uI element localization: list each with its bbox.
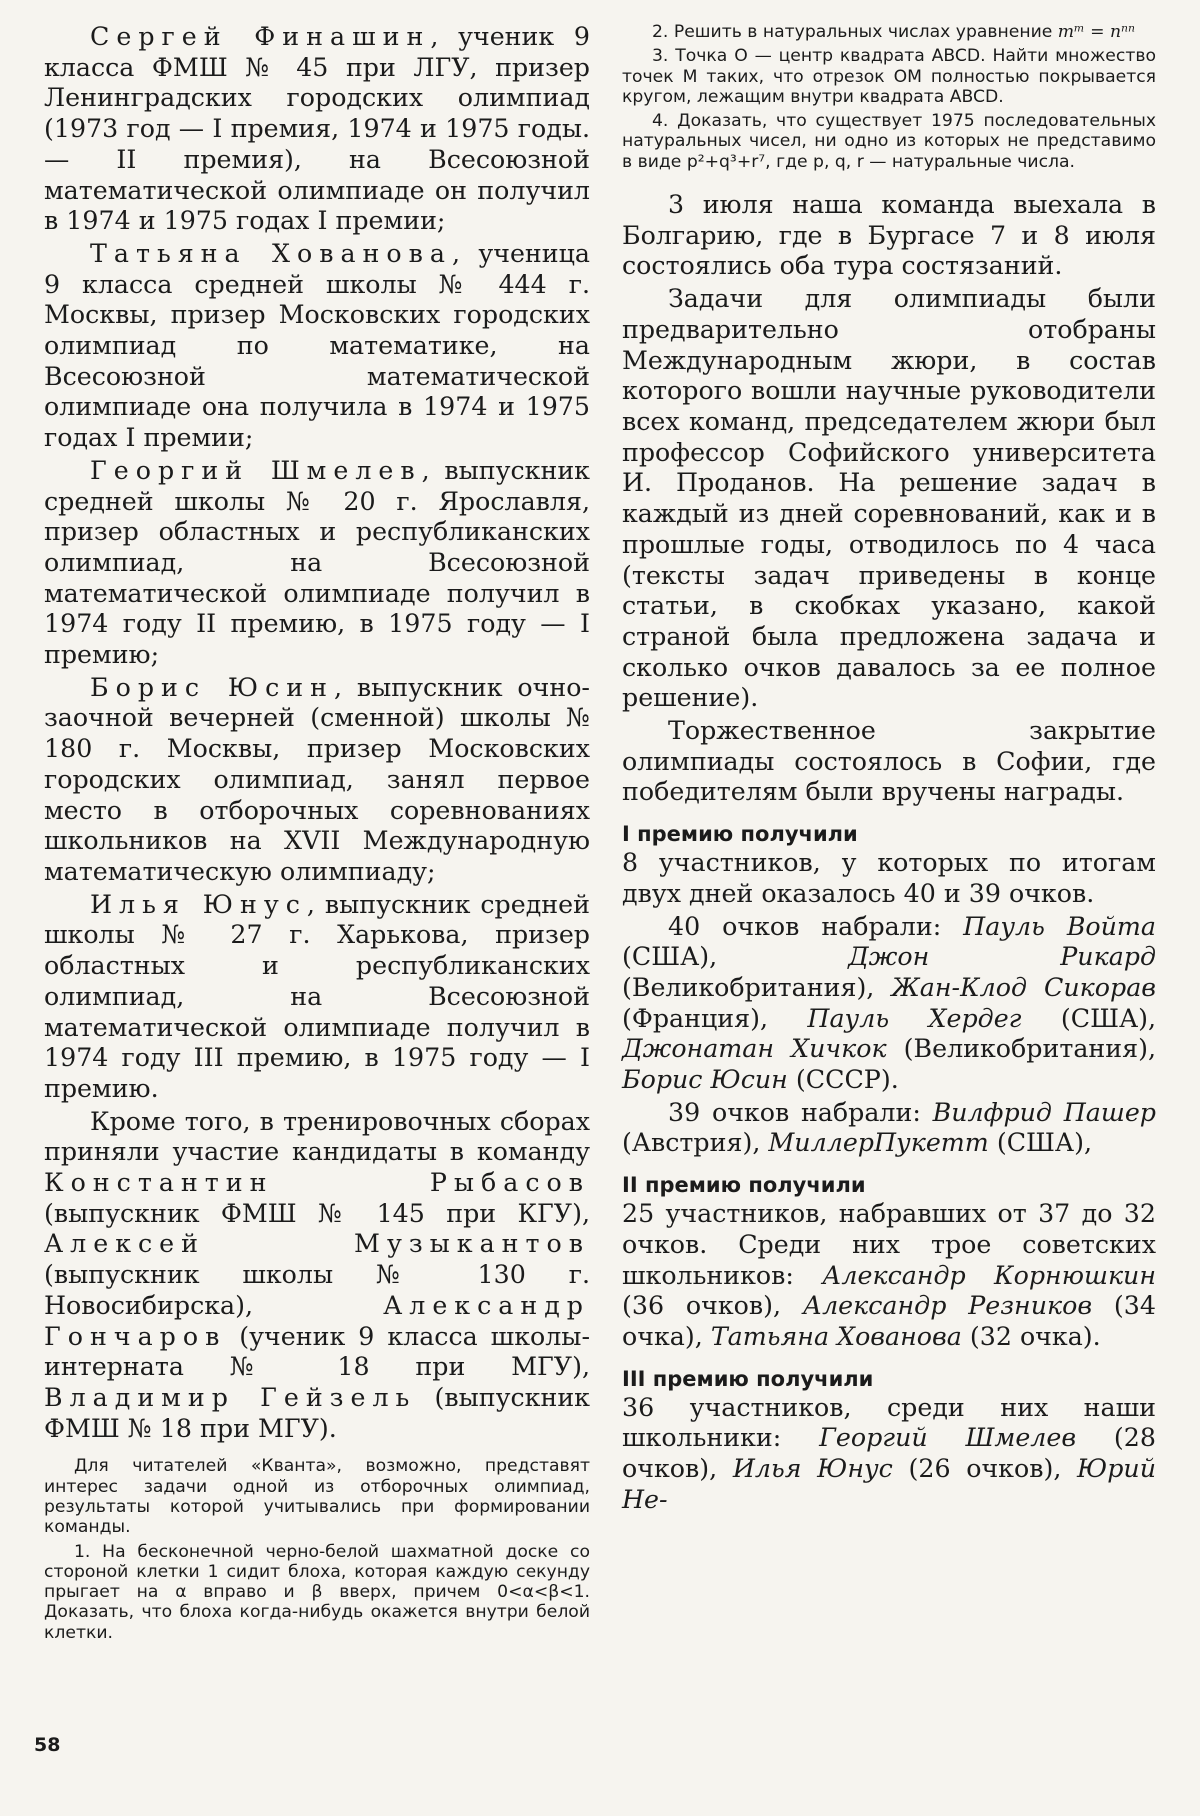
candidates-paragraph: Кроме того, в тренировочных сборах приняли участие кандидаты в команду Константин Рыбасов (выпускник ФМШ № 145 при КГУ), Алексей Музыкантов (выпускник школы № 130 г. Новосибирска), Александр Гончаров (ученик 9 класса школы-интерната № 18 при МГУ), Владимир Гейзель (выпускник ФМШ № 18 при МГУ).	[44, 1106, 590, 1443]
first-prize-40: 40 очков набрали: Пауль Войта (США), Джон Рикард (Великобритания), Жан-Клод Сикорав (Франция), Пауль Хердег (США), Джонатан Хичкок (Великобритания), Борис Юсин (СССР).	[622, 911, 1157, 1095]
third-prize-heading: III премию получили	[622, 1366, 874, 1391]
bio-shmelev: Георгий Шмелев, выпускник средней школы № 20 г. Ярославля, призер областных и республиканских олимпиад, на Всесоюзной математической олимпиаде получил в 1974 году II премию, в 1975 году — I премию;	[44, 455, 590, 670]
second-prize-heading: II премию получили	[622, 1173, 866, 1198]
name-yusin: Борис Юсин	[90, 672, 334, 702]
first-prize-39: 39 очков набрали: Вилфрид Пашер (Австрия), МиллерПукетт (США),	[622, 1097, 1157, 1158]
page-number: 58	[34, 1734, 61, 1756]
task-4: 4. Доказать, что существует 1975 последовательных натуральных чисел, ни одно из которых не представимо в виде p²+q³+r⁷, где p, q, r — натуральные числа.	[622, 111, 1156, 172]
second-prize-text: 25 участников, набравших от 37 до 32 очков. Среди них трое советских школьников: Александр Корнюшкин (36 очков), Александр Резников (34 очка), Татьяна Хованова (32 очка).	[622, 1199, 1157, 1351]
bio-yusin: Борис Юсин, выпускник очно-заочной вечерней (сменной) школы № 180 г. Москвы, призер Московских городских олимпиад, занял первое место в отборочных соревнованиях школьников на XVII Международную математическую олимпиаду;	[44, 672, 590, 886]
left-column	[44, 22, 590, 1647]
departure-paragraph: 3 июля наша команда выехала в Болгарию, где в Бургасе 7 и 8 июля состоялись оба тура состязаний.	[622, 190, 1156, 281]
task-3: 3. Точка O — центр квадрата ABCD. Найти множество точек M таких, что отрезок OM полностью покрывается кругом, лежащим внутри квадрата ABCD.	[622, 46, 1156, 107]
first-prize-summary: 8 участников, у которых по итогам двух дней оказалось 40 и 39 очков.	[622, 848, 1156, 908]
tasks-intro: Для читателей «Кванта», возможно, представят интерес задачи одной из отборочных олимпиад, результаты которой учитывались при формировании команды.	[44, 1456, 590, 1538]
bio-yunus: Илья Юнус, выпускник средней школы № 27 г. Харькова, призер областных и республиканских олимпиад, на Всесоюзной математической олимпиаде получил в 1974 году III премию, в 1975 году — I премию.	[44, 889, 590, 1103]
name-finashin: Сергей Финашин	[90, 22, 431, 51]
name-shmelev: Георгий Шмелев	[90, 455, 422, 485]
closing-paragraph: Торжественное закрытие олимпиады состоялось в Софии, где победителям были вручены награды.	[622, 716, 1156, 807]
right-column	[622, 22, 1156, 1518]
first-prize-heading: I премию получили	[622, 822, 858, 847]
name-yunus: Илья Юнус	[90, 889, 307, 919]
name-khovanova: Татьяна Хованова	[90, 238, 452, 268]
third-prize-text: 36 участников, среди них наши школьники: Георгий Шмелев (28 очков), Илья Юнус (26 очков), Юрий Не-	[622, 1392, 1156, 1514]
task-2: 2. Решить в натуральных числах уравнение mᵐ = nⁿⁿ	[652, 22, 1135, 42]
jury-paragraph: Задачи для олимпиады были предварительно отобраны Международным жюри, в состав которого вошли научные руководители всех команд, председателем жюри был профессор Софийского университета И. Проданов. На решение задач в каждый из дней соревнований, как и в прошлые годы, отводилось по 4 часа (тексты задач приведены в конце статьи, в скобках указано, какой страной была предложена задача и сколько очков давалось за ее полное решение).	[622, 284, 1156, 713]
task-1: 1. На бесконечной черно-белой шахматной доске со стороной клетки 1 сидит блоха, которая каждую секунду прыгает на α вправо и β вверх, причем 0<α<β<1. Доказать, что блоха когда-нибудь окажется внутри белой клетки.	[44, 1541, 590, 1643]
bio-khovanova: Татьяна Хованова, ученица 9 класса средней школы № 444 г. Москвы, призер Московских городских олимпиад по математике, на Всесоюзной математической олимпиаде она получила в 1974 и 1975 годах I премии;	[44, 238, 590, 453]
bio-finashin: Сергей Финашин, ученик 9 класса ФМШ № 45 при ЛГУ, призер Ленинградских городских олимпиад (1973 год — I премия, 1974 и 1975 годы. — II премия), на Всесоюзной математической олимпиаде он получил в 1974 и 1975 годах I премии;	[44, 22, 590, 236]
